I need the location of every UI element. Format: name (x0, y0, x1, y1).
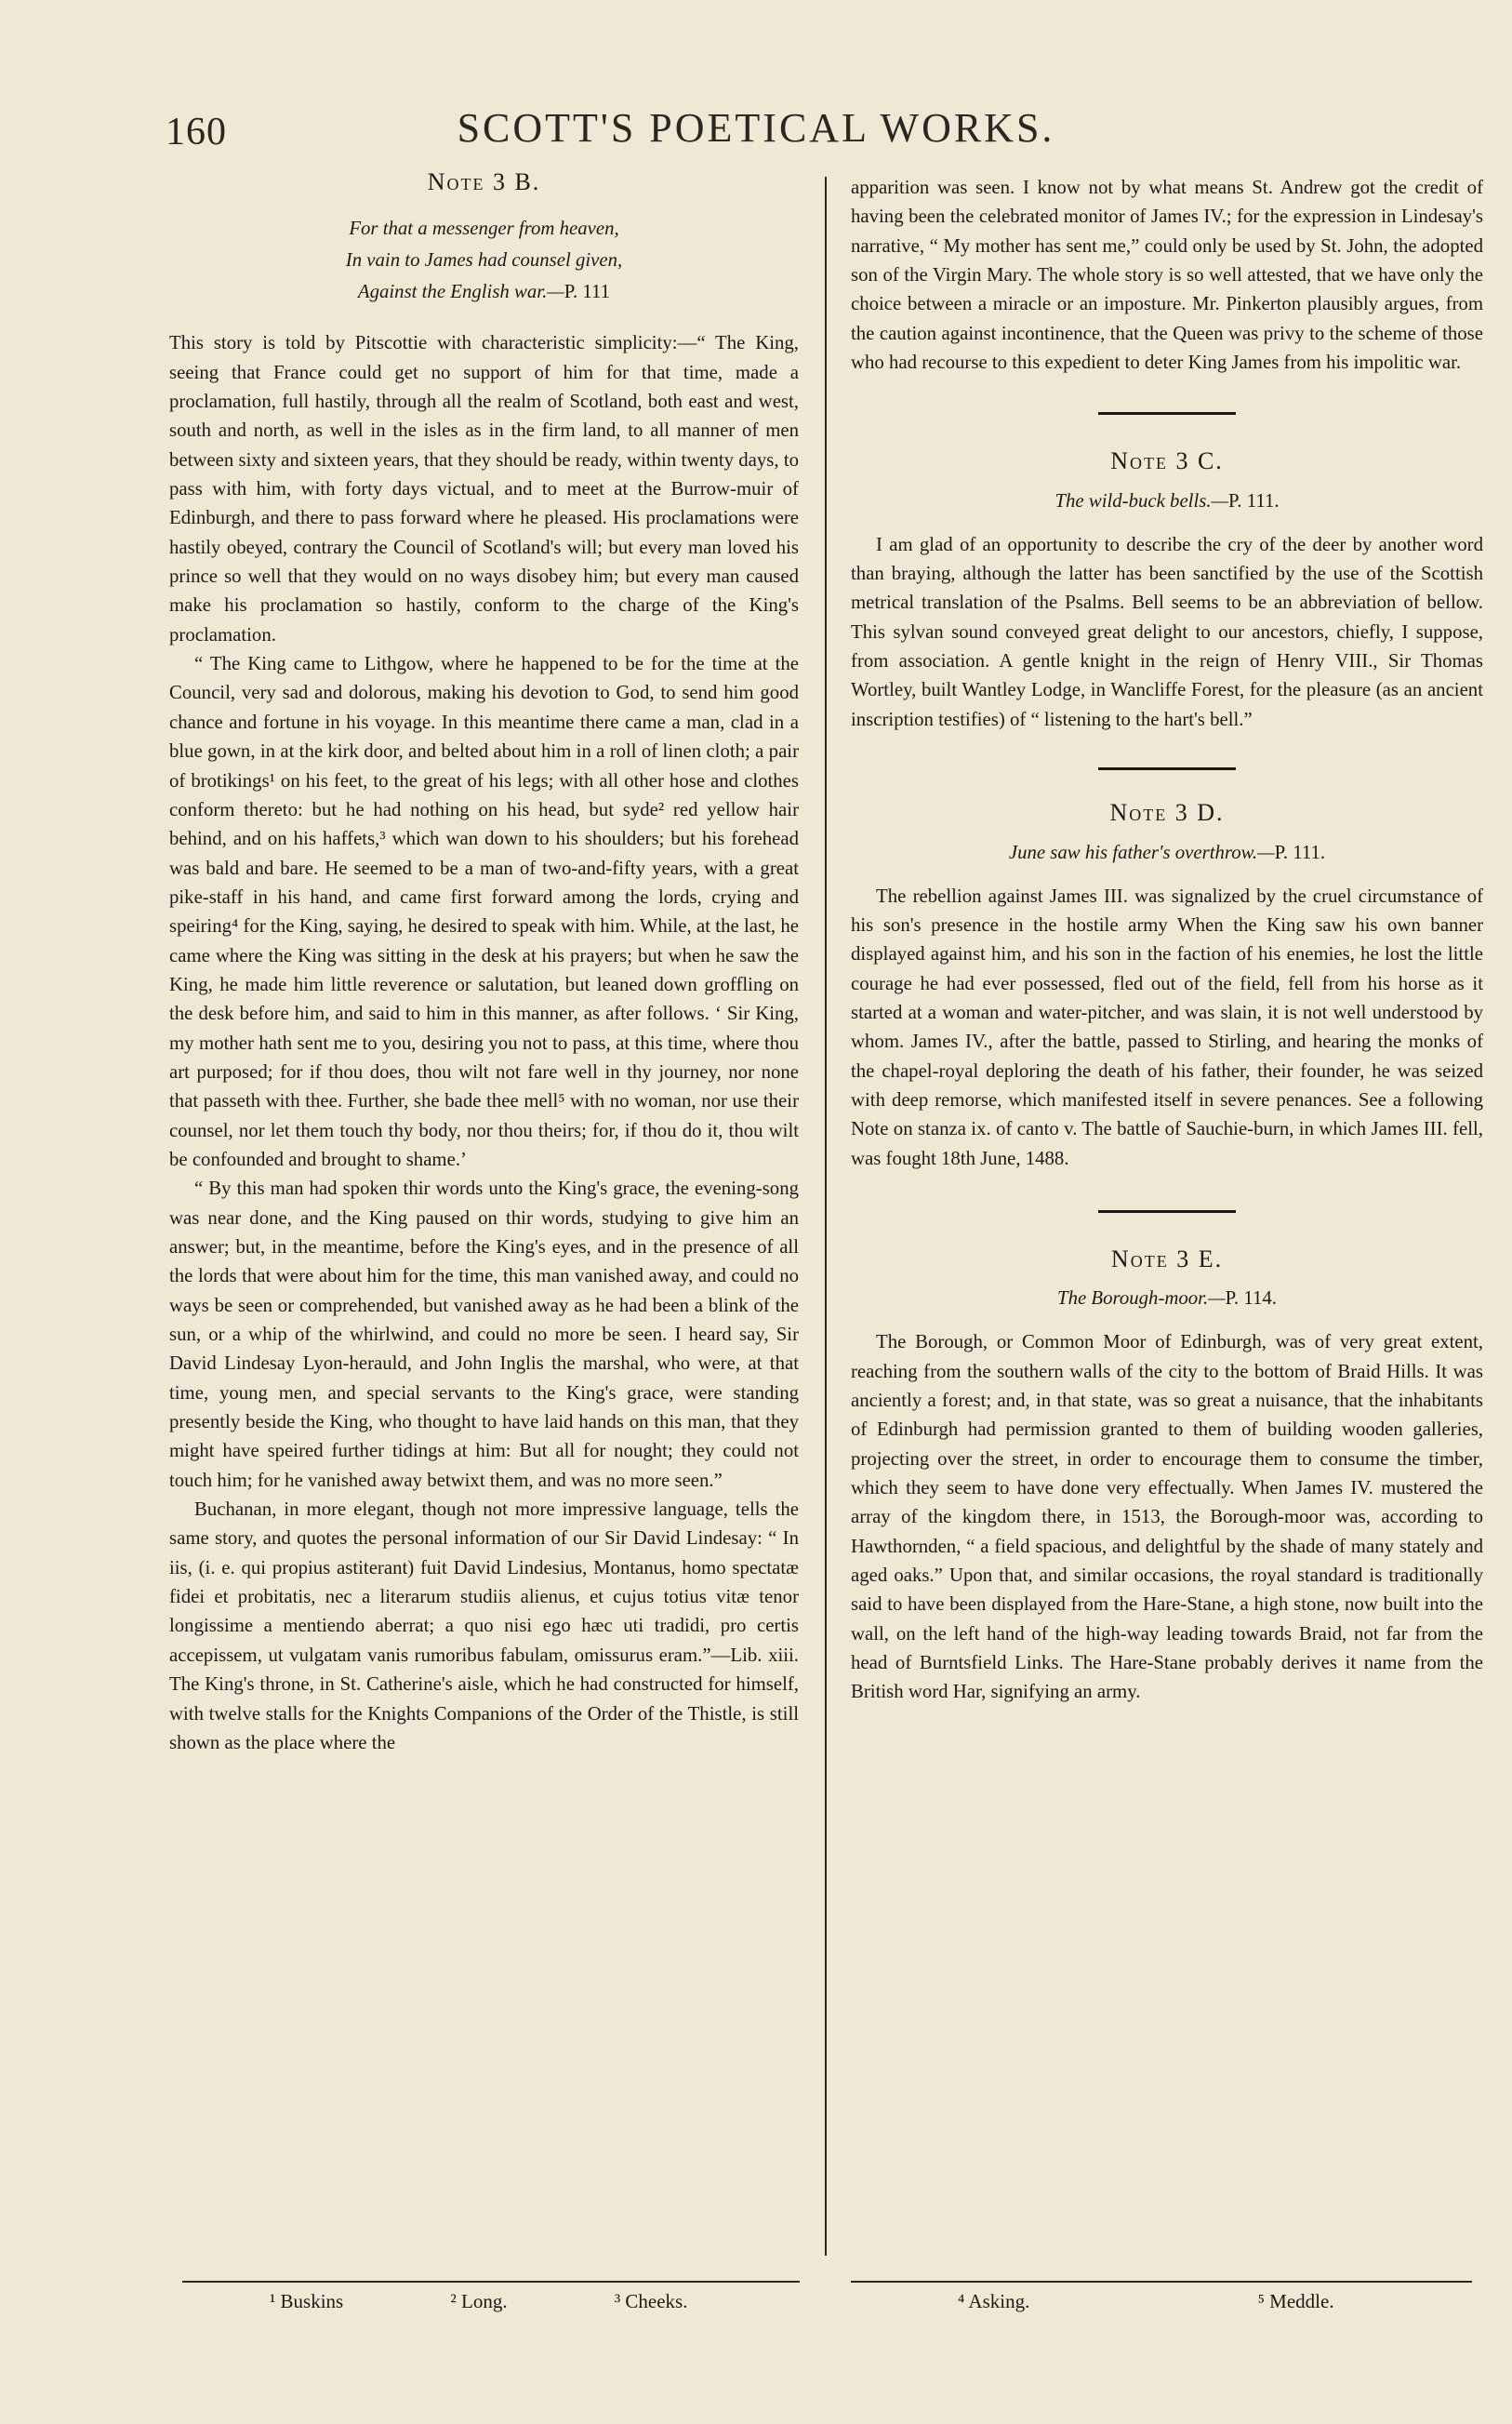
epigraph-line: Against the English war.—P. 111 (357, 281, 611, 303)
section-rule (1098, 412, 1236, 415)
left-column (169, 167, 799, 1757)
note-3b-title: Note 3 B. (427, 168, 541, 195)
running-head: SCOTT'S POETICAL WORKS. (457, 105, 1055, 151)
footnotes-right (958, 2290, 1479, 2313)
epigraph-ref: P. 111 (564, 281, 611, 303)
section-rule (1098, 1210, 1236, 1213)
paragraph: “ The King came to Lithgow, where he happened to be for the time at the Council, very sad and dolorous, making his devotion to God, to send him good chance and fortune in his voyage. In this meantime there came a man, clad in a blue gown, in at the kirk door, and belted about him in a roll of linen cloth; a pair of brotikings¹ on his feet, to the great of his legs; with all other hose and clothes conform thereto: but he had nothing on his head, but syde² red yellow hair behind, and on his haffets,³ which wan down to his shoulders; but his forehead was bald and bare. He seemed to be a man of two-and-fifty years, with a great pike-staff in his hand, and came first forward among the lords, crying and speiring⁴ for the King, saying, he desired to speak with him. While, at the last, he came where the King was sitting in the desk at his prayers; but when he saw the King, he made him little reverence or salutation, but leaned down groffling on the desk before him, and said to him in this manner, as after follows. ‘ Sir King, my mother hath sent me to you, desiring you not to pass, at this time, where thou art purposed; for if thou does, thou wilt not fare well in thy journey, nor none that passeth with thee. Further, she bade thee mell⁵ with no woman, nor use their counsel, nor let them touch thy body, nor thou theirs; for, if thou do it, thou wilt be confounded and brought to shame.’ (169, 653, 799, 1170)
epigraph-line: In vain to James had counsel given, (345, 249, 623, 272)
note-3c-epigraph: The wild-buck bells.—P. 111. (1054, 489, 1280, 512)
note-3d-title: Note 3 D. (1109, 799, 1225, 827)
note-3e-title: Note 3 E. (1110, 1245, 1224, 1272)
note-3e-text: The Borough, or Common Moor of Edinburgh, was of very great extent, reaching from the southern walls of the city to the bottom of Braid Hills. It was anciently a forest; and, in that state, was so great a nuisance, that the inhabitants of Edinburgh had permission granted to them of building wooden galleries, projecting over the street, in order to encourage them to consume the timber, which they seem to have done very effectually. When James IV. mustered the array of the kingdom there, in 1513, the Borough-moor was, according to Hawthornden, “ a field spacious, and delightful by the shade of many stately and aged oaks.” Upon that, and similar occasions, the royal standard is traditionally said to have been displayed from the Hare-Stane, a high stone, now built into the wall, on the left hand of the high-way leading towards Braid, not far from the head of Burntsfield Links. The Hare-Stane probably derives it name from the British word Har, signifying an army. (851, 1331, 1483, 1703)
paragraph: This story is told by Pitscottie with characteristic simplicity:—“ The King, seeing that France could get no support of him for that time, made a proclamation, full hastily, through all the realm of Scotland, both east and west, south and north, as well in the isles as in the firm land, to all manner of men between sixty and sixteen years, that they should be ready, within twenty days, to pass with him, with forty days victual, and to meet at the Burrow-muir of Edinburgh, and there to pass forward where he pleased. His proclamations were hastily obeyed, contrary the Council of Scotland's will; but every man loved his prince so well that they would on no ways disobey him; but every man caused make his proclamation so hastily, conform to the charge of the King's proclamation. (169, 332, 799, 646)
footnote: ³ Cheeks. (614, 2290, 688, 2312)
footnote-rule-left (182, 2281, 800, 2283)
paragraph: Buchanan, in more elegant, though not more impressive language, tells the same story, and quotes the personal information of our Sir David Lindesay: “ In iis, (i. e. qui propius astiterant) fuit David Lindesius, Montanus, homo spectatæ fidei et probitatis, nec a literarum studiis alienus, et cujus totius vitæ tenor longissime a mentiendo aberrat; a quo nisi ego hæc uti tradidi, pro certis accepissem, ut vulgatam vanis rumoribus fabulam, omissurus eram.”—Lib. xiii. The King's throne, in St. Catherine's aisle, which he had constructed for himself, with twelve stalls for the Knights Companions of the Order of the Thistle, is still shown as the place where the (169, 1498, 799, 1753)
footnote: ⁴ Asking. (958, 2290, 1030, 2312)
column-divider (825, 177, 827, 2256)
continuation-paragraph: apparition was seen. I know not by what means St. Andrew got the credit of having been the celebrated monitor of James IV.; for the expression in Lindesay's narrative, “ My mother has sent me,” could only be used by St. John, the adopted son of the Virgin Mary. The whole story is so well attested, that we have only the choice between a miracle or an imposture. Mr. Pinkerton plausibly argues, from the caution against incontinence, that the Queen was privy to the scheme of those who had recourse to this expedient to deter King James from his impolitic war. (851, 177, 1483, 374)
footnotes-left (270, 2290, 800, 2313)
epigraph-line: For that a messenger from heaven, (349, 218, 619, 240)
note-3c-text: I am glad of an opportunity to describe the cry of the deer by another word than braying, although the latter has been sanctified by the use of the Scottish metrical translation of the Psalms. Bell seems to be an abbreviation of bellow. This sylvan sound conveyed great delight to our ancestors, chiefly, I suppose, from association. A gentle knight in the reign of Henry VIII., Sir Thomas Wortley, built Wantley Lodge, in Wancliffe Forest, for the pleasure (as an ancient inscription testifies) of “ listening to the hart's bell.” (851, 533, 1483, 730)
paragraph: “ By this man had spoken thir words unto the King's grace, the evening-song was near done, and the King paused on thir words, studying to give him an answer; but, in the meantime, before the King's eyes, and in the presence of all the lords that were about him for the time, this man vanished away, and could no ways be seen or comprehended, but vanished away as he had been a blink of the sun, or a whip of the whirlwind, and could no more be seen. I heard say, Sir David Lindesay Lyon-herauld, and John Inglis the marshal, who were, at that time, young men, and special servants to the King's grace, were standing presently beside the King, who thought to have laid hands on this man, that they might have speired further tidings at him: But all for nought; they could not touch him; for he vanished away betwixt them, and was no more seen.” (169, 1178, 799, 1491)
footnote: ¹ Buskins (270, 2290, 344, 2312)
footnote: ² Long. (450, 2290, 508, 2312)
right-column (851, 173, 1483, 1707)
note-3b-epigraph (169, 213, 799, 308)
note-3e-epigraph: The Borough-moor.—P. 114. (1057, 1287, 1277, 1310)
note-3d-epigraph: June saw his father's overthrow.—P. 111. (1008, 841, 1326, 863)
footnote: ⁵ Meddle. (1257, 2290, 1334, 2312)
note-3c-title: Note 3 C. (1110, 447, 1224, 475)
footnote-rule-right (851, 2281, 1472, 2283)
note-3d-text: The rebellion against James III. was signalized by the cruel circumstance of his son's presence in the hostile army When the King saw his own banner displayed against him, and his son in the faction of his enemies, he lost the little courage he had ever possessed, fled out of the field, fell from his horse as it started at a woman and water-pitcher, and was slain, it is not well understood by whom. James IV., after the battle, passed to Stirling, and hearing the monks of the chapel-royal deploring the death of his father, their founder, he was seized with deep remorse, which manifested itself in severe penances. See a following Note on stanza ix. of canto v. The battle of Sauchie-burn, in which James III. fell, was fought 18th June, 1488. (851, 885, 1483, 1169)
section-rule (1098, 767, 1236, 770)
page-number: 160 (166, 111, 227, 153)
